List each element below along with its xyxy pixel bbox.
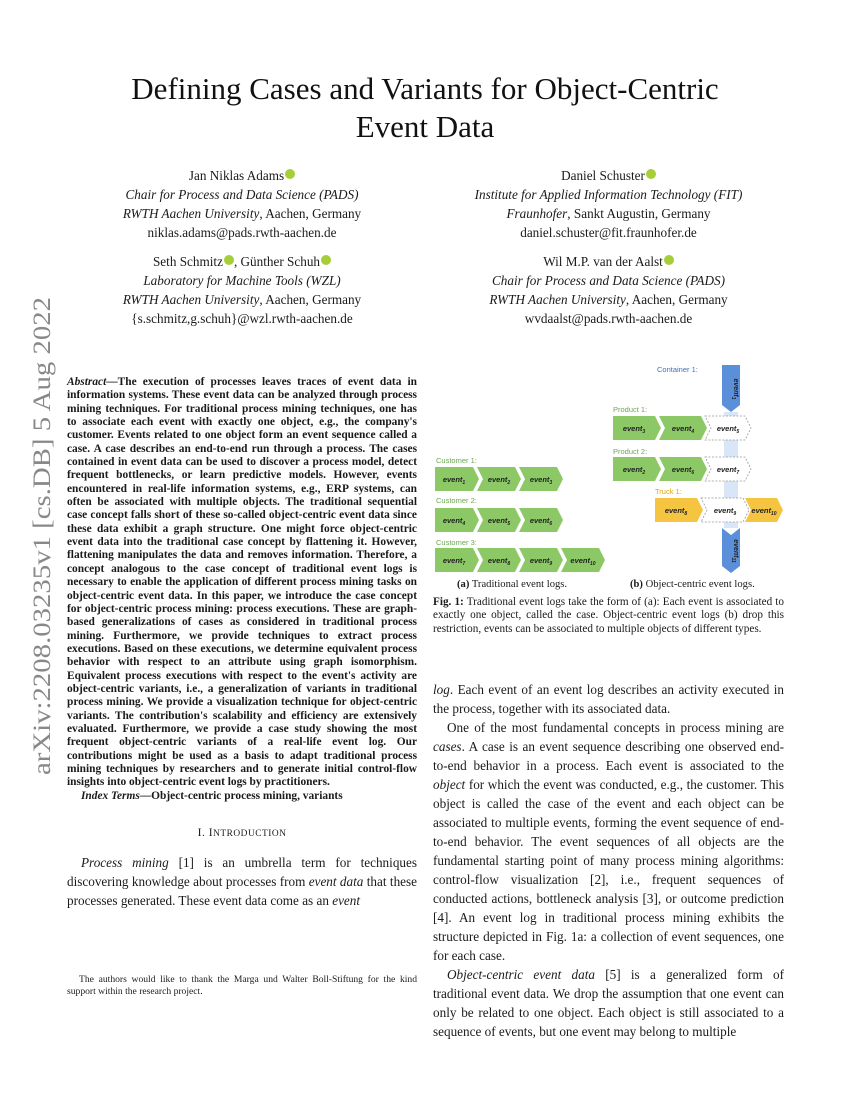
index-terms-label: Index Terms (81, 789, 140, 802)
figure-caption-label: Fig. 1: (433, 596, 464, 608)
orcid-icon[interactable] (646, 169, 656, 179)
product-2-label: Product 2: (613, 447, 648, 456)
author-block-4 (433, 252, 784, 328)
index-terms-text: —Object-centric process mining, variants (139, 789, 343, 802)
trad-event-8-label: event$_8$ (487, 556, 511, 567)
index-terms (67, 790, 417, 803)
truck-label: Truck 1: (655, 487, 682, 496)
oc-event-3-label: event$_3$ (622, 424, 646, 435)
author-institution: RWTH Aachen University, Aachen, Germany (122, 206, 362, 221)
traditional-event-log (435, 467, 605, 572)
author-block-3 (67, 252, 417, 328)
left-column (67, 376, 417, 910)
container-event-1-label: event$_1$ (730, 378, 739, 400)
orcid-icon[interactable] (285, 169, 295, 179)
author-name-b: , Günther Schuh (233, 254, 321, 269)
title-line-1: Defining Cases and Variants for Object-Centric (131, 71, 719, 106)
trad-event-6-label: event$_6$ (529, 516, 553, 527)
author-institution: RWTH Aachen University, Aachen, Germany (489, 292, 728, 307)
author-name: Daniel Schuster (561, 168, 645, 183)
author-name-line (67, 252, 417, 271)
container-event-11-label: event$_{11}$ (730, 539, 739, 563)
orcid-icon[interactable] (224, 255, 234, 265)
author-name: Seth Schmitz (152, 254, 223, 269)
oc-event-10-label: event$_{10}$ (751, 506, 777, 517)
customer-1-label: Customer 1: (436, 456, 477, 465)
oc-event-6-label: event$_6$ (671, 465, 695, 476)
product-1-label: Product 1: (613, 405, 648, 414)
author-name-line (433, 252, 784, 271)
author-institution: Fraunhofer, Sankt Augustin, Germany (506, 206, 711, 221)
figure-caption-text: Traditional event logs take the form of (a): Each event is associated to exactly one object, called the case. Object-centric event logs (b) drop this restriction, events can be associated to multiple objects of different types. (433, 596, 784, 635)
trad-event-2-label: event$_2$ (487, 475, 511, 486)
author-affiliation: Institute for Applied Information Technology (FIT) (474, 187, 743, 202)
author-name-line (67, 166, 417, 185)
author-email[interactable]: {s.schmitz,g.schuh}@wzl.rwth-aachen.de (131, 311, 353, 326)
section-heading: I. INTRODUCTION (197, 826, 287, 839)
title-line-2: Event Data (355, 109, 495, 144)
oc-event-2-label: event$_2$ (622, 465, 646, 476)
object-centric-event-log (613, 365, 783, 573)
oc-event-7-label: event$_7$ (716, 465, 740, 476)
right-column (433, 680, 784, 1041)
footnote: The authors would like to thank the Marga und Walter Boll-Stiftung for the kind support within the research project. (67, 974, 417, 997)
customer-2-label: Customer 2: (436, 496, 477, 505)
paragraph-1: log. Each event of an event log describes an activity executed in the process, together with its associated data. (433, 682, 784, 716)
figure-caption (433, 596, 784, 636)
author-name: Wil M.P. van der Aalst (543, 254, 663, 269)
author-affiliation: Laboratory for Machine Tools (WZL) (143, 273, 341, 288)
abstract-text: —The execution of processes leaves traces of event data in information systems. These event data can be analyzed through process mining techniques. For traditional process mining techniques, one has to associate each event with exactly one object, e.g., the company's customer. Events related to one object form an event sequence called a case. A case describes an end-to-end run through a process. The cases contained in event data can be used to discover a process model, detect frequent bottlenecks, or learn predictive models. However, events encountered in real-life information systems, e.g., ERP systems, can often be associated with multiple objects. The traditional sequential case concept falls short of these so-called object-centric event data since these data exhibit a graph structure. One might force object-centric event data into the traditional case concept by flattening it. However, flattening manipulates the data and removes information. Therefore, a concept analogous to the case concept of traditional event logs is necessary to enable the application of different process mining tasks on object-centric event data. In this paper, we introduce the case concept for object-centric process mining: process executions. These are graph-based generalizations of cases as considered in traditional process mining. Furthermore, we provide techniques to extract process executions. Based on these executions, we determine equivalent process behavior with respect to an attribute using graph isomorphism. Equivalent process executions with respect to the event's activity are object-centric variants, i.e., a generalization of variants in traditional process mining. We provide a visualization technique for object-centric variants. The contribution's scalability and efficiency are extensively evaluated. Furthermore, we provide a case study showing the most frequent object-centric variants of a real-life event log. Our contributions might be used as a basis to adapt traditional process mining techniques by researchers and to generate initial control-flow insights into object-centric event logs by practitioners. (67, 376, 417, 789)
abstract-label: Abstract (67, 376, 107, 388)
author-affiliation: Chair for Process and Data Science (PADS) (492, 273, 725, 288)
intro-paragraph: Process mining [1] is an umbrella term for techniques discovering knowledge about processes from event data that these processes generated. These event data come as an event (67, 855, 417, 909)
paragraph-2: One of the most fundamental concepts in process mining are cases. A case is an event sequence describing one observed end-to-end behavior in a process. Each event is associated to the object for which the event was conducted, e.g., the customer. This object is called the case of the event and each object can be associated to multiple events, forming the event sequence of end-to-end behavior. The event sequences of all objects are the fundamental starting point of many process mining algorithms: control-flow visualization [2], i.e., frequent sequences of conducted actions, bottleneck analysis [3], or outcome prediction [4]. An event log in traditional process mining exhibits the structure depicted in Fig. 1a: a collection of event sequences, one for each case. (433, 720, 784, 963)
orcid-icon[interactable] (321, 255, 331, 265)
arxiv-id: arXiv:2208.03235v1 [cs.DB] 5 Aug 2022 (29, 359, 56, 775)
orcid-icon[interactable] (664, 255, 674, 265)
trad-event-1-label: event$_1$ (442, 475, 466, 486)
trad-event-9-label: event$_9$ (529, 556, 553, 567)
paper-title (60, 70, 790, 146)
author-email[interactable]: daniel.schuster@fit.fraunhofer.de (520, 225, 697, 240)
oc-event-9-label: event$_9$ (713, 506, 737, 517)
subcaption-a: (a) Traditional event logs. (457, 579, 568, 590)
author-name-line (433, 166, 784, 185)
author-name: Jan Niklas Adams (188, 168, 285, 183)
trad-event-3-label: event$_3$ (529, 475, 553, 486)
trad-event-4-label: event$_4$ (442, 516, 466, 527)
author-institution: RWTH Aachen University, Aachen, Germany (122, 292, 362, 307)
container-label: Container 1: (657, 365, 698, 374)
author-email[interactable]: niklas.adams@pads.rwth-aachen.de (147, 225, 337, 240)
trad-event-5-label: event$_5$ (487, 516, 511, 527)
author-block-2 (433, 166, 784, 242)
trad-event-10-label: event$_{10}$ (570, 556, 596, 567)
oc-event-4-label: event$_4$ (671, 424, 695, 435)
arxiv-stamp (22, 295, 62, 775)
oc-event-8-label: event$_8$ (664, 506, 688, 517)
subcaption-b: (b) Object-centric event logs. (630, 579, 755, 590)
trad-event-7-label: event$_7$ (442, 556, 466, 567)
paragraph-3: Object-centric event data [5] is a generalized form of traditional event data. We drop the assumption that one event can only be related to one object. Each object is still associated to a sequence of events, but one event may belong to multiple (433, 967, 784, 1039)
author-block-1 (67, 166, 417, 242)
oc-event-5-label: event$_5$ (716, 424, 740, 435)
author-email[interactable]: wvdaalst@pads.rwth-aachen.de (524, 311, 693, 326)
customer-3-label: Customer 3: (436, 538, 477, 547)
abstract (67, 376, 417, 790)
author-affiliation: Chair for Process and Data Science (PADS) (125, 187, 359, 202)
